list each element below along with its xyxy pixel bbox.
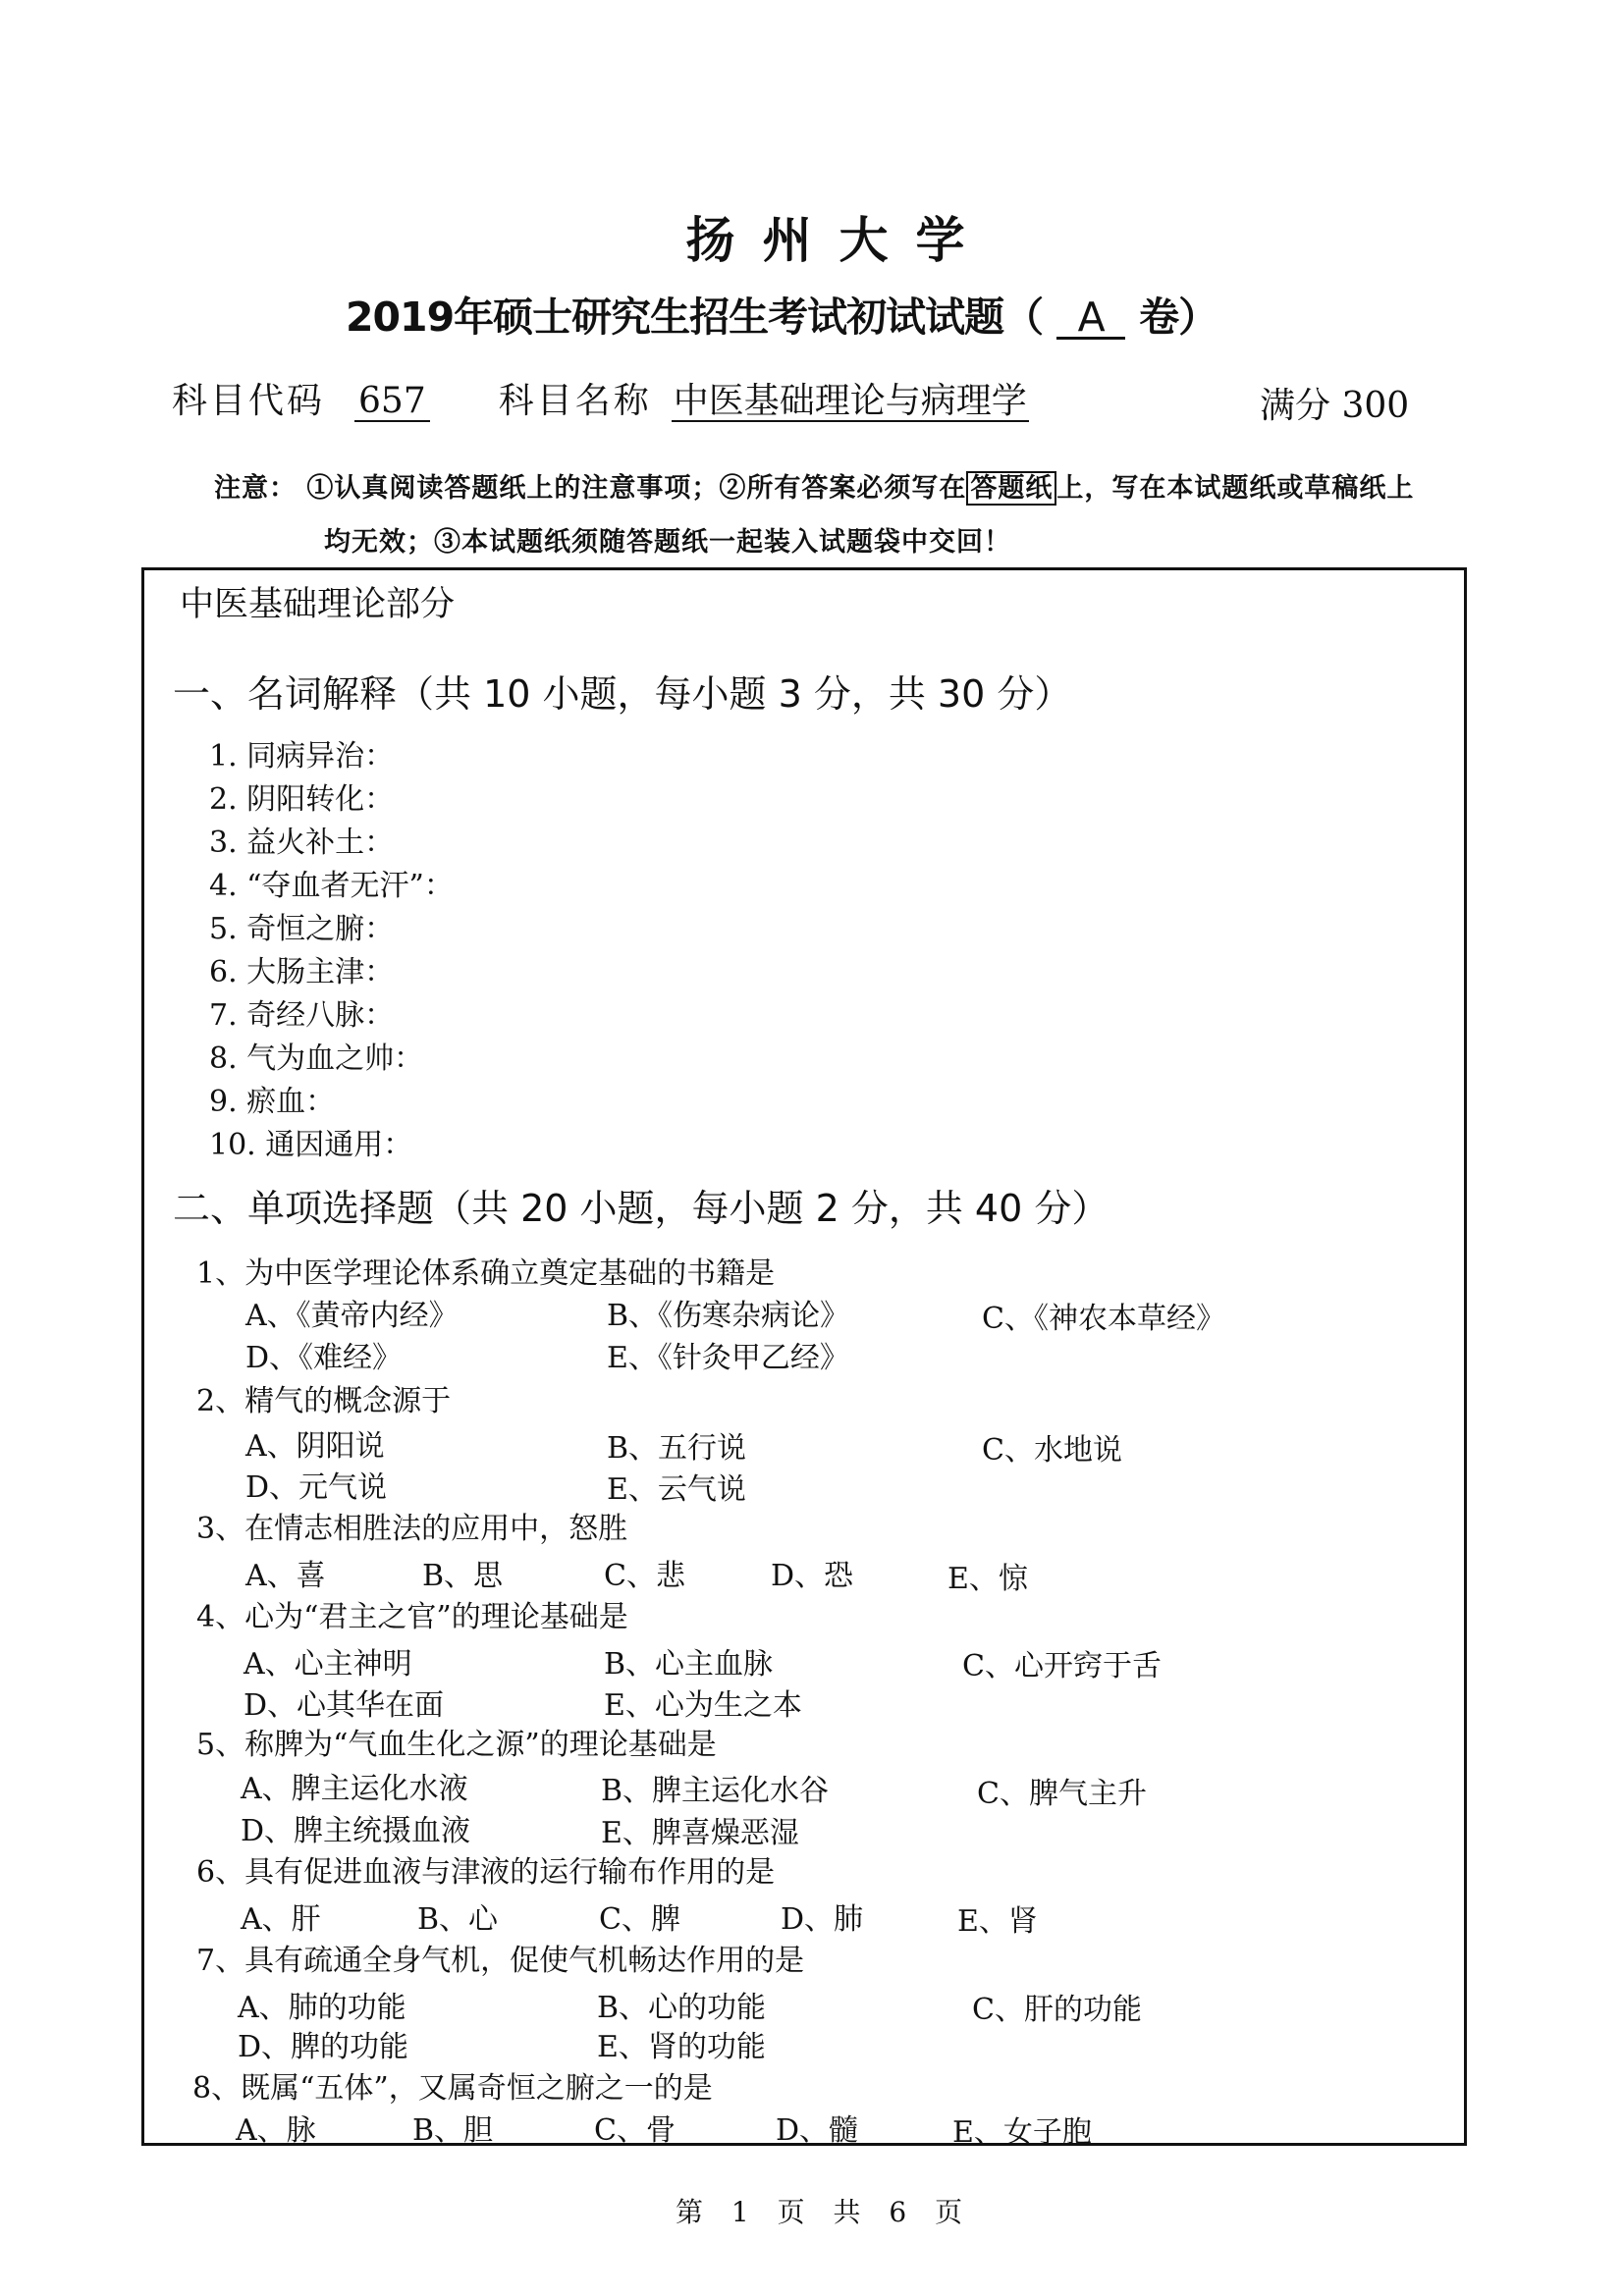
question-stem: 8、既属“五体”，又属奇恒之腑之一的是 [192, 2071, 713, 2106]
question-stem: 2、精气的概念源于 [196, 1384, 452, 1418]
question-stem: 7、具有疏通全身气机，促使气机畅达作用的是 [196, 1944, 805, 1978]
option-b: B、《伤寒杂病论》 [607, 1299, 850, 1333]
subject-info [172, 373, 1029, 423]
option-d: D、心其华在面 [243, 1688, 445, 1723]
option-b: B、胆 [412, 2113, 494, 2148]
option-d: D、髓 [776, 2113, 859, 2148]
option-b: B、五行说 [607, 1431, 747, 1466]
section1-heading: 一、名词解释（共 10 小题，每小题 3 分，共 30 分） [173, 672, 1072, 716]
term-item: 6. 大肠主津： [209, 955, 395, 989]
option-c: C、脾 [599, 1902, 680, 1937]
option-e: E、云气说 [607, 1472, 746, 1507]
option-e: E、肾 [957, 1904, 1038, 1939]
option-c: C、心开窍于舌 [962, 1649, 1162, 1683]
option-c: C、骨 [594, 2113, 676, 2148]
exam-title-prefix: 2019年硕士研究生招生考试初试试题（ [346, 294, 1044, 341]
option-e: E、女子胞 [952, 2115, 1092, 2150]
full-score-label: 满分 [1260, 386, 1331, 426]
option-a: A、心主神明 [243, 1647, 412, 1682]
option-e: E、《针灸甲乙经》 [607, 1341, 849, 1375]
university-title: 扬州大学 [685, 212, 993, 269]
term-item: 3. 益火补土： [209, 826, 395, 860]
full-score-value: 300 [1341, 386, 1410, 426]
notice-line-1 [214, 466, 1414, 505]
term-item: 2. 阴阳转化： [209, 782, 395, 817]
question-stem: 5、称脾为“气血生化之源”的理论基础是 [196, 1728, 717, 1762]
option-d: D、元气说 [245, 1470, 388, 1505]
option-a: A、脾主运化水液 [241, 1772, 468, 1806]
notice-line-2: 均无效；③本试题纸须随答题纸一起装入试题袋中交回！ [324, 527, 1011, 558]
notice-text-b: 上，写在本试题纸或草稿纸上 [1056, 473, 1415, 504]
option-b: B、心的功能 [597, 1991, 767, 2025]
option-a: A、肝 [241, 1902, 321, 1937]
option-e: E、脾喜燥恶湿 [601, 1816, 799, 1850]
section2-heading: 二、单项选择题（共 20 小题，每小题 2 分，共 40 分） [173, 1187, 1109, 1230]
term-item: 1. 同病异治： [209, 739, 395, 774]
option-b: B、脾主运化水谷 [601, 1774, 830, 1808]
question-stem: 1、为中医学理论体系确立奠定基础的书籍是 [196, 1256, 776, 1291]
option-a: A、肺的功能 [238, 1991, 406, 2025]
option-c: C、水地说 [982, 1433, 1122, 1468]
option-c: C、《神农本草经》 [982, 1302, 1225, 1336]
option-c: C、脾气主升 [977, 1777, 1147, 1811]
full-score [1260, 378, 1409, 428]
question-stem: 4、心为“君主之官”的理论基础是 [196, 1600, 628, 1634]
option-b: B、心主血脉 [604, 1647, 774, 1682]
term-item: 10. 通因通用： [209, 1128, 413, 1162]
term-item: 5. 奇恒之腑： [209, 912, 395, 946]
option-c: C、悲 [604, 1559, 685, 1593]
option-d: D、脾的功能 [238, 2030, 409, 2064]
option-a: A、《黄帝内经》 [245, 1299, 459, 1333]
part-title: 中医基础理论部分 [180, 585, 456, 624]
option-d: D、恐 [771, 1559, 854, 1593]
page-indicator: 第 1 页 共 6 页 [676, 2196, 973, 2228]
question-stem: 3、在情志相胜法的应用中，怒胜 [196, 1512, 628, 1546]
exam-title-suffix: 卷） [1139, 294, 1218, 341]
option-d: D、脾主统摄血液 [241, 1814, 471, 1848]
option-b: B、思 [422, 1559, 504, 1593]
option-b: B、心 [417, 1902, 499, 1937]
answer-sheet-boxed: 答题纸 [966, 471, 1056, 506]
subject-code-label: 科目代码 [172, 381, 326, 421]
notice-text-a: 注意： ①认真阅读答题纸上的注意事项；②所有答案必须写在 [214, 473, 967, 504]
term-item: 8. 气为血之帅： [209, 1041, 424, 1076]
term-item: 4. “夺血者无汗”： [209, 869, 454, 903]
exam-title [346, 285, 1217, 343]
paper-version: A [1056, 297, 1125, 340]
subject-name-label: 科目名称 [498, 381, 652, 421]
subject-name: 中医基础理论与病理学 [673, 381, 1027, 421]
option-e: E、惊 [947, 1562, 1028, 1596]
option-a: A、脉 [236, 2113, 316, 2148]
option-d: D、《难经》 [245, 1341, 403, 1375]
subject-code: 657 [354, 383, 430, 422]
question-stem: 6、具有促进血液与津液的运行输布作用的是 [196, 1855, 776, 1890]
option-e: E、心为生之本 [604, 1688, 802, 1723]
term-item: 9. 瘀血： [209, 1085, 336, 1119]
option-d: D、肺 [781, 1902, 864, 1937]
term-item: 7. 奇经八脉： [209, 998, 395, 1033]
option-a: A、喜 [245, 1559, 326, 1593]
option-e: E、肾的功能 [597, 2030, 766, 2064]
option-c: C、肝的功能 [972, 1993, 1142, 2027]
option-a: A、阴阳说 [245, 1429, 385, 1464]
